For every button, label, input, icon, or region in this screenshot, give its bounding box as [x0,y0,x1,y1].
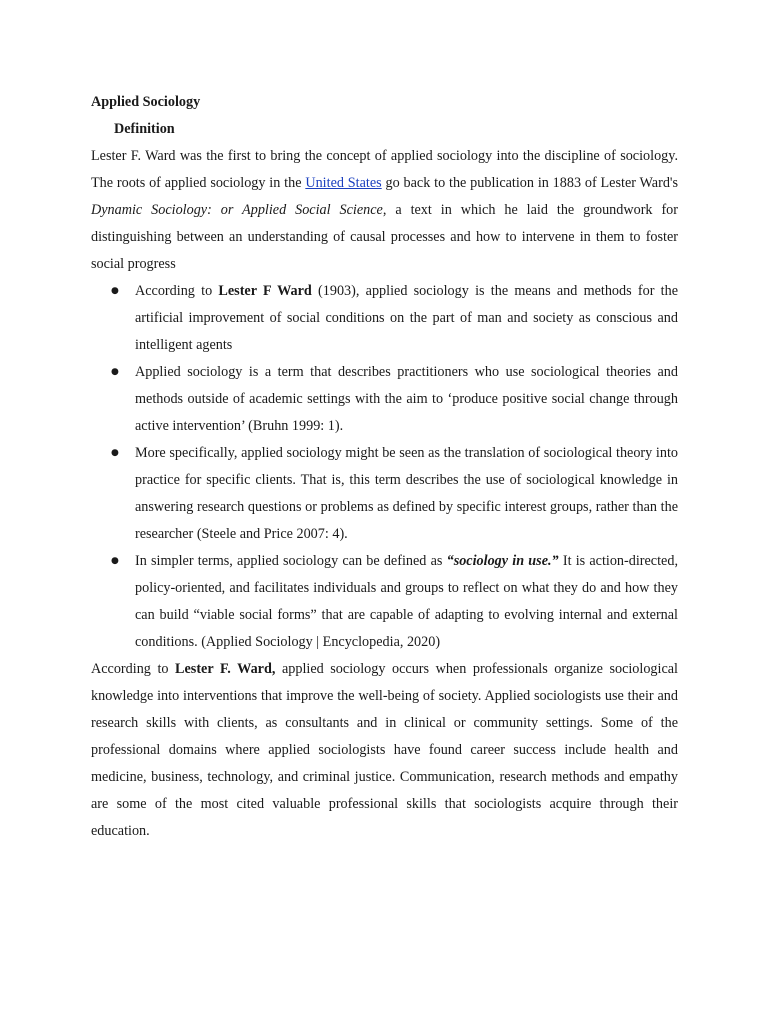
list-item [91,278,678,359]
document-body [91,89,678,845]
intro-text-3: , a text in which he laid the groundwork for distinguishing between an understanding of causal processes and how to intervene in them to foster social progress [91,202,678,272]
list-item-bold: Lester F Ward [218,283,312,299]
bullet-icon: ● [111,448,119,458]
bullet-icon: ● [111,556,119,566]
list-item-text: According to [135,283,219,299]
bullet-icon: ● [111,367,119,377]
definition-list [91,278,678,656]
bullet-icon: ● [111,286,119,296]
sociology-in-use-phrase: “sociology in use.” [446,553,559,569]
united-states-link[interactable]: United States [305,175,382,191]
document-title: Applied Sociology [91,94,201,110]
list-item-text: It is action-directed, policy-oriented, and facilitates individuals and groups to reflect on what they do and how they can build “viable social forms” that are capable of adapting to evolving internal and external conditions. (Applied Sociology | Encyclopedia, 2020) [135,553,678,650]
intro-text-2: go back to the publication in 1883 of Lester Ward's [381,175,678,191]
list-item [91,548,678,656]
list-item-text: In simpler terms, applied sociology can be defined as [135,553,447,569]
intro-text-1: Lester F. Ward was the first to bring the concept of applied sociology into the discipline of sociology. The roots of applied sociology in the [91,148,678,191]
closing-paragraph [91,656,678,845]
section-heading-definition: Definition [114,121,175,137]
list-item-bold-italic [447,553,559,569]
list-item-text: (1903), applied sociology is the means and methods for the artificial improvement of social conditions on the part of man and society as conscious and intelligent agents [135,283,679,353]
book-title: Dynamic Sociology: or Applied Social Science [91,202,383,218]
list-item-text: More specifically, applied sociology might be seen as the translation of sociological theory into practice for specific clients. That is, this term describes the use of sociological knowledge in answering research questions or problems as defined by specific interest groups, rather than the researcher (Steele and Price 2007: 4). [135,445,678,542]
closing-text-2: applied sociology occurs when professionals organize sociological knowledge into interventions that improve the well-being of society. Applied sociologists use their and research skills with clients, as consultants and in clinical or community settings. Some of the professional domains where applied sociologists have found career success include health and medicine, business, technology, and criminal justice. Communication, research methods and empathy are some of the most cited valuable professional skills that sociologists acquire through their education. [91,661,679,839]
list-item [91,359,678,440]
closing-text-1: According to [91,661,176,677]
closing-bold-name: Lester F. Ward, [175,661,276,677]
intro-paragraph [91,143,678,278]
list-item [91,440,678,548]
list-item-text: Applied sociology is a term that describes practitioners who use sociological theories and methods outside of academic settings with the aim to ‘produce positive social change through active intervention’ (Bruhn 1999: 1). [135,364,678,434]
